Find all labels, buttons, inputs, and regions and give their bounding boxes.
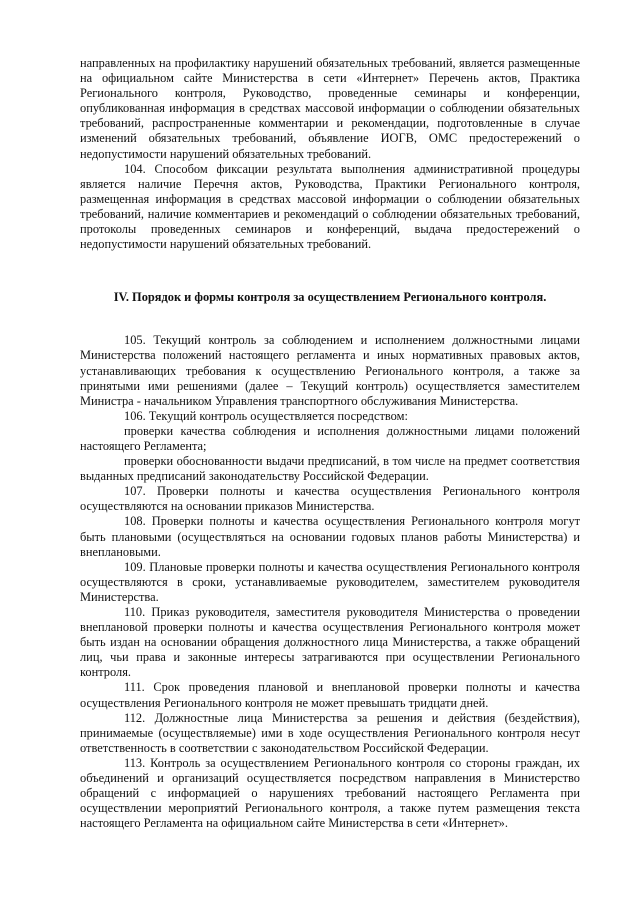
paragraph-106-item-1: проверки качества соблюдения и исполнения должностными лицами положений настоящего Регламента; <box>80 423 580 453</box>
paragraph-107: 107. Проверки полноты и качества осуществления Регионального контроля осуществляются на основании приказов Министерства. <box>80 484 580 514</box>
paragraph-104: 104. Способом фиксации результата выполнения административной процедуры является наличие Перечня актов, Руководства, Практики Регионального контроля, размещенная информация в средствах массовой информации о соблюдении обязательных требований, наличие комментариев и рекомендаций о соблюдении обязательных требований, протоколы проведенных семинаров и конференций, выдача предостережений о недопустимости нарушений обязательных требований. <box>80 161 580 252</box>
paragraph-110: 110. Приказ руководителя, заместителя руководителя Министерства о проведении внеплановой проверки полноты и качества осуществления Регионального контроля может быть издан на основании обращения должностного лица Министерства, а также обращений лиц, чьи права и законные интересы затрагиваются при осуществлении Регионального контроля. <box>80 605 580 680</box>
paragraph-112: 112. Должностные лица Министерства за решения и действия (бездействия), принимаемые (осуществляемые) ими в ходе осуществления Регионального контроля несут ответственность в соответствии с законодательством Российской Федерации. <box>80 710 580 755</box>
paragraph-continuation: направленных на профилактику нарушений обязательных требований, является размещенные на официальном сайте Министерства в сети «Интернет» Перечень актов, Практика Регионального контроля, Руководство, проведенные семинары и конференции, опубликованная информация в средствах массовой информации о соблюдении обязательных требований, распространенные комментарии и рекомендации, подготовленные в случае изменений обязательных требований, объявление ИОГВ, ОМС предостережений о недопустимости нарушений обязательных требований. <box>80 56 580 161</box>
document-page <box>80 56 580 831</box>
paragraph-108: 108. Проверки полноты и качества осуществления Регионального контроля могут быть плановыми (осуществляться на основании годовых планов работы Министерства) и внеплановыми. <box>80 514 580 559</box>
paragraph-106-item-2: проверки обоснованности выдачи предписаний, в том числе на предмет соответствия выданных предписаний законодательству Российской Федерации. <box>80 454 580 484</box>
paragraph-113: 113. Контроль за осуществлением Регионального контроля со стороны граждан, их объединений и организаций осуществляется посредством направления в Министерство обращений с информацией о нарушениях требований настоящего Регламента при осуществлении мероприятий Регионального контроля, а также путем размещения текста настоящего Регламента на официальном сайте Министерства в сети «Интернет». <box>80 755 580 831</box>
section-heading: IV. Порядок и формы контроля за осуществлением Регионального контроля. <box>113 290 547 305</box>
paragraph-105: 105. Текущий контроль за соблюдением и исполнением должностными лицами Министерства положений настоящего регламента и иных нормативных правовых актов, устанавливающих требования к осуществлению Регионального контроля, а также за принятыми ими решениями (далее – Текущий контроль) осуществляется заместителем Министра - начальником Управления транспортного обслуживания Министерства. <box>80 333 580 408</box>
paragraph-106: 106. Текущий контроль осуществляется посредством: <box>124 408 408 423</box>
spacer <box>80 252 580 290</box>
paragraph-109: 109. Плановые проверки полноты и качества осуществления Регионального контроля осуществляются в сроки, устанавливаемые руководителем, заместителем руководителя Министерства. <box>80 559 580 604</box>
spacer <box>80 305 580 333</box>
paragraph-111: 111. Срок проведения плановой и внеплановой проверки полноты и качества осуществления Регионального контроля не может превышать тридцати дней. <box>80 680 580 710</box>
